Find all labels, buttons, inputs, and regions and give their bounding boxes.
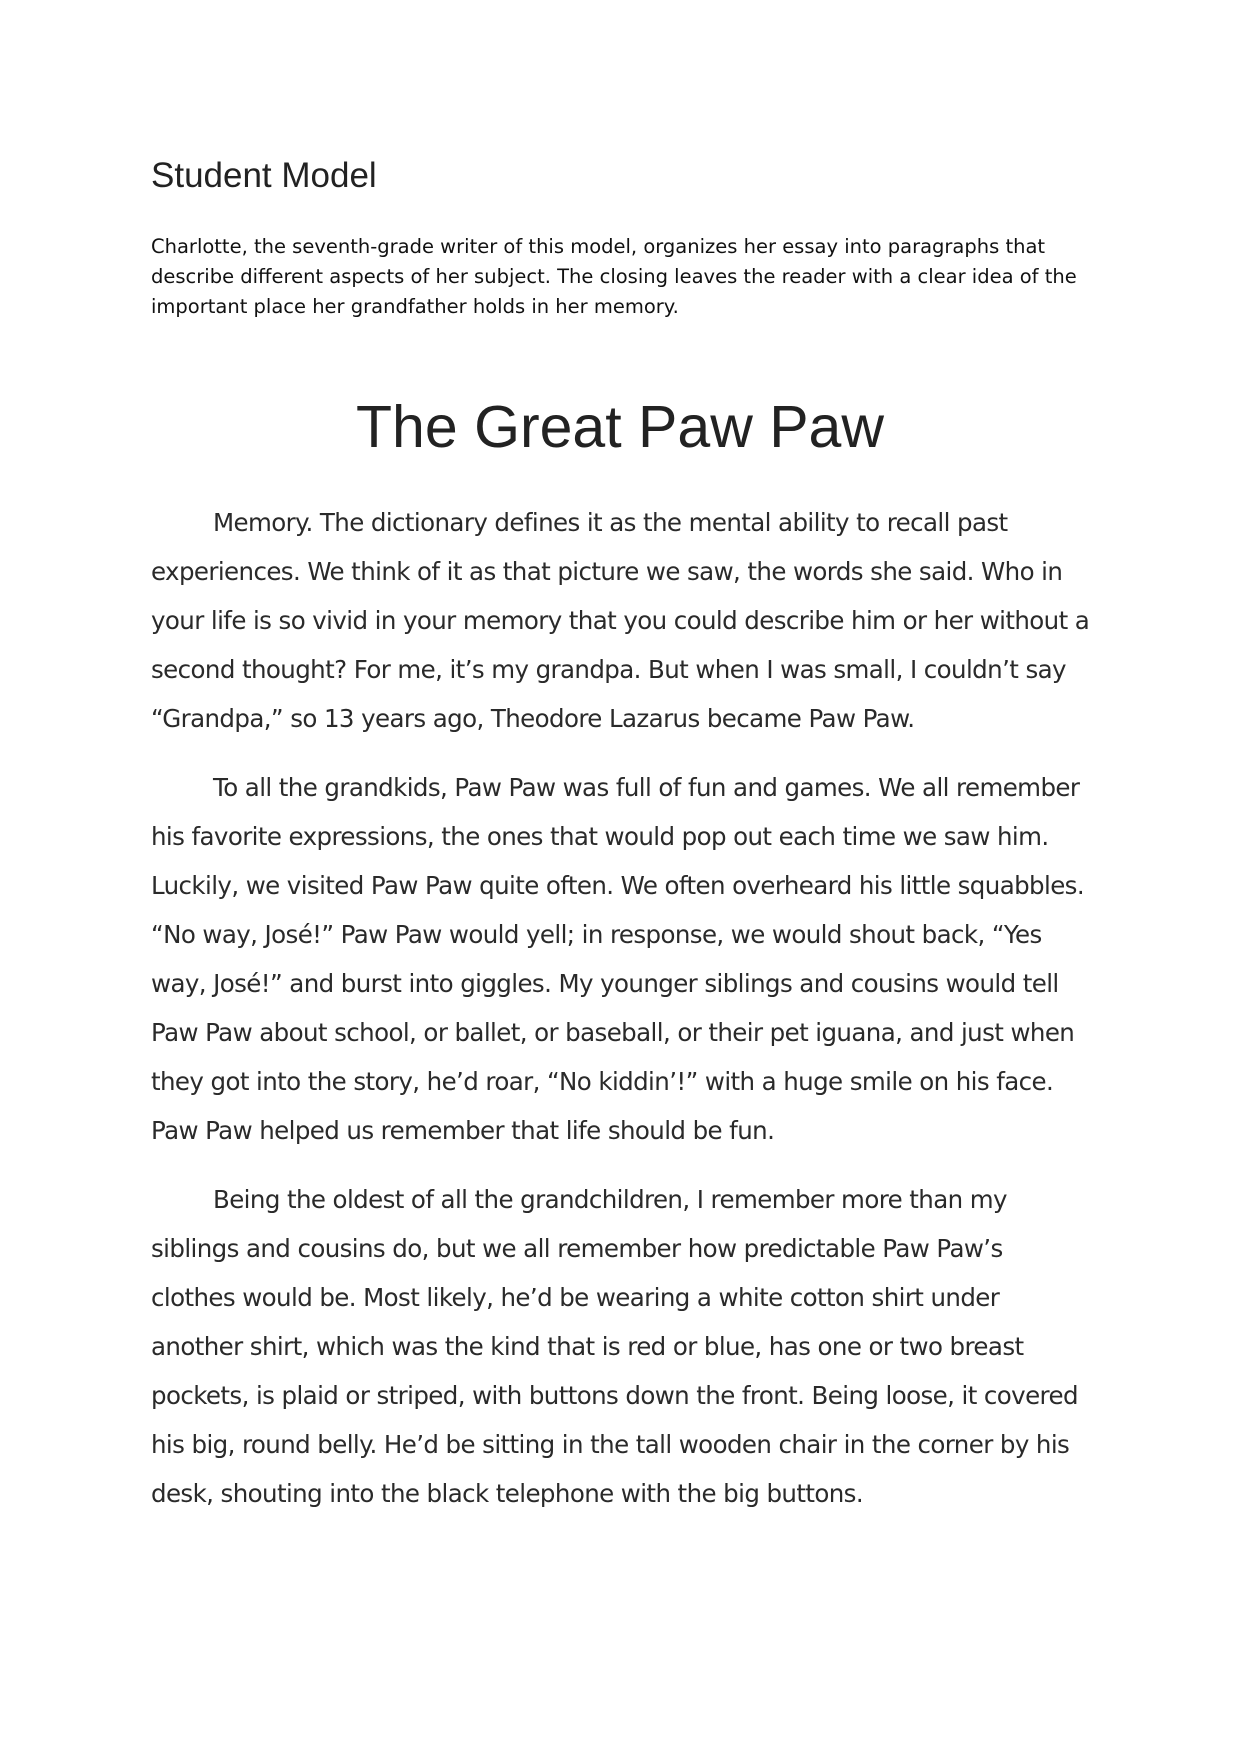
- essay-paragraph: To all the grandkids, Paw Paw was full of fun and games. We all remember his favorite expressions, the ones that would pop out each time we saw him. Luckily, we visited Paw Paw quite often. We often overheard his little squabbles. “No way, José!” Paw Paw would yell; in response, we would shout back, “Yes way, José!” and burst into giggles. My younger siblings and cousins would tell Paw Paw about school, or ballet, or baseball, or their pet iguana, and just when they got into the story, he’d roar, “No kiddin’!” with a huge smile on his face. Paw Paw helped us remember that life should be fun.: [151, 773, 1085, 1145]
- essay-body: [151, 498, 1091, 1538]
- essay-paragraph: Being the oldest of all the grandchildren, I remember more than my siblings and cousins do, but we all remember how predictable Paw Paw’s clothes would be. Most likely, he’d be wearing a white cotton shirt under another shirt, which was the kind that is red or blue, has one or two breast pockets, is plaid or striped, with buttons down the front. Being loose, it covered his big, round belly. He’d be sitting in the tall wooden chair in the corner by his desk, shouting into the black telephone with the big buttons.: [151, 1185, 1078, 1508]
- essay-title: The Great Paw Paw: [356, 394, 884, 460]
- intro-paragraph: Charlotte, the seventh-grade writer of this model, organizes her essay into paragraphs that describe different aspects of her subject. The closing leaves the reader with a clear idea of the important place her grandfather holds in her memory.: [151, 235, 1077, 318]
- essay-paragraph: Memory. The dictionary defines it as the mental ability to recall past experiences. We think of it as that picture we saw, the words she said. Who in your life is so vivid in your memory that you could describe him or her without a second thought? For me, it’s my grandpa. But when I was small, I couldn’t say “Grandpa,” so 13 years ago, Theodore Lazarus became Paw Paw.: [151, 508, 1090, 733]
- section-heading: Student Model: [151, 156, 377, 195]
